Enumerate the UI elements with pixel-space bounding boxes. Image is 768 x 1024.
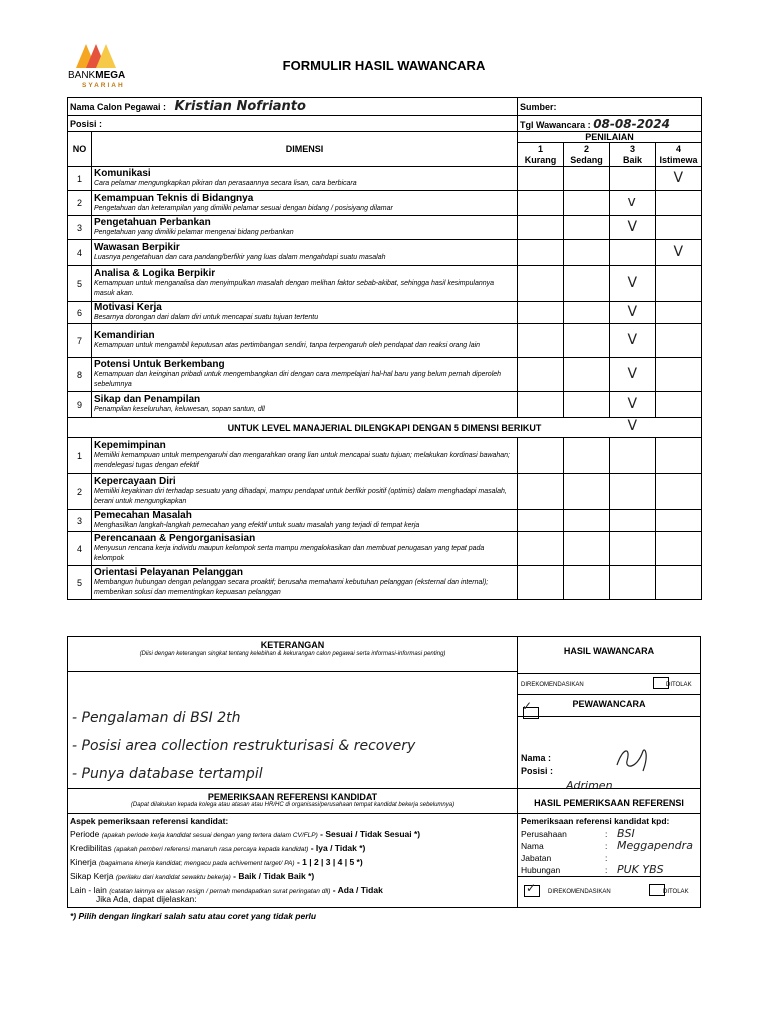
- score-cell-4[interactable]: [656, 302, 702, 324]
- ref-aspect-row[interactable]: Kinerja (bagaimana kinerja kandidat; mengacu pada achivement target/ PA) - 1 | 2 | 3 | 4 | 5 *): [70, 857, 363, 867]
- rating-mark: V: [627, 365, 638, 382]
- managerial-title-text: Kepercayaan Diri: [94, 476, 176, 487]
- dimension-cell: [92, 324, 518, 358]
- dimension-title: Kemampuan Teknis di Bidangnya: [94, 192, 254, 204]
- ref-field-row[interactable]: Hubungan : PUK YBS: [521, 863, 664, 876]
- assessment-table: [67, 97, 702, 600]
- dimension-no: 6: [68, 302, 92, 324]
- dimension-title: Pengetahuan Perbankan: [94, 217, 211, 228]
- dimension-no: 3: [68, 216, 92, 240]
- dimension-title: Komunikasi: [94, 168, 151, 179]
- dimension-title: Wawasan Berpikir: [94, 242, 180, 253]
- managerial-no: 5: [68, 566, 92, 600]
- col-penilaian: PENILAIAN: [518, 132, 702, 143]
- logo-sub: SYARIAH: [82, 82, 125, 89]
- rating-mark: V: [627, 395, 638, 412]
- score-cell-2[interactable]: [564, 392, 610, 418]
- score-cell-2[interactable]: [564, 324, 610, 358]
- dimension-title: Kemandirian: [94, 330, 155, 341]
- managerial-desc: Menghasilkan langkah-langkah pemecahan yang efektif untuk suatu masalah yang terjadi di tempat kerja: [94, 522, 420, 529]
- managerial-title-text: Pemecahan Masalah: [94, 510, 192, 521]
- managerial-no: 1: [68, 438, 92, 474]
- hasil-referensi-box: HASIL PEMERIKSAAN REFERENSI Pemeriksaan referensi kandidat kpd: Perusahaan : BSI Nama : Meggapendra Jabatan : Hubungan : PUK YBS ✓ DIREKOMENDASIKAN DITOLAK: [517, 788, 701, 908]
- rating-mark: V: [627, 274, 638, 291]
- dimension-row: [68, 167, 702, 191]
- managerial-row: [68, 510, 702, 532]
- col-score-3: 3 Baik: [610, 143, 656, 167]
- score-cell-3[interactable]: [610, 510, 656, 532]
- score-cell-2[interactable]: [564, 266, 610, 302]
- managerial-no: 2: [68, 474, 92, 510]
- logo-text: BANKMEGA: [68, 70, 126, 81]
- score-cell-1[interactable]: [518, 532, 564, 566]
- ref-field-row[interactable]: Perusahaan : BSI: [521, 827, 635, 840]
- score-cell-4[interactable]: [656, 566, 702, 600]
- managerial-no: 3: [68, 510, 92, 532]
- score-cell-2[interactable]: [564, 438, 610, 474]
- dimension-row: [68, 191, 702, 216]
- rating-mark: V: [627, 303, 638, 320]
- score-cell-1[interactable]: [518, 510, 564, 532]
- dimension-desc: Kemampuan untuk mengambil keputusan atas pertimbangan sendiri, tanpa terpengaruh oleh pendapat dan reaksi orang lain: [94, 342, 481, 349]
- score-cell-4[interactable]: [656, 392, 702, 418]
- managerial-row: [68, 438, 702, 474]
- note-2: - Posisi area collection restrukturisasi & recovery: [72, 738, 416, 754]
- referensi-box: PEMERIKSAAN REFERENSI KANDIDAT (Dapat dilakukan kepada kolega atau atasan atau HR/HC di organisasi/perusahaan tempat kandidat bekerja sebelumnya) Aspek pemeriksaan referensi kandidat: Periode (apakah periode kerja kandidat sesuai dengan yang tertera dalam CV/FLP) - Sesuai / Tidak Sesuai *) Kredibilitas (apakah pemberi referensi manaruh rasa percaya kepada kandidat) - Iya / Tidak *) Kinerja (bagaimana kinerja kandidat; mengacu pada achivement target/ PA) - 1 | 2 | 3 | 4 | 5 *) Sikap Kerja (perilaku dari kandidat sewaktu bekerja) - Baik / Tidak Baik *) Lain - lain (catatan lainnya ex alasan resign / pernah mendapatkan surat peringatan dll) - Ada / Tidak Jika Ada, dapat dijelaskan:: [67, 788, 518, 908]
- dimension-no: 7: [68, 324, 92, 358]
- managerial-desc: Menyusun rencana kerja individu maupun kelompok serta mampu mengalokasikan dan membuat penugasan yang tepat pada kelompok: [94, 545, 485, 562]
- dimension-no: 1: [68, 167, 92, 191]
- managerial-title-text: Perencanaan & Pengorganisasian: [94, 533, 256, 544]
- dimension-desc: Besarnya dorongan dari dalam diri untuk mencapai suatu tujuan tertentu: [94, 314, 319, 321]
- score-cell-1[interactable]: [518, 392, 564, 418]
- signer-name: Adrimen: [566, 779, 613, 792]
- dimension-desc: Penampilan keseluruhan, keluwesan, sopan santun, dll: [94, 406, 265, 413]
- score-cell-4[interactable]: [656, 474, 702, 510]
- col-score-2: 2 Sedang: [564, 143, 610, 167]
- dimension-no: 9: [68, 392, 92, 418]
- hasil-wawancara-box: HASIL WAWANCARA DIREKOMENDASIKAN DITOLAK ✓ PEWAWANCARA Nama : Posisi : Adrimen: [517, 636, 701, 789]
- keterangan-header: KETERANGAN (Diisi dengan keterangan singkat tentang kelebihan & kekurangan calon pegawai serta informasi-informasi penting): [67, 636, 518, 672]
- ref-field-row[interactable]: Jabatan :: [521, 853, 608, 863]
- managerial-row: [68, 566, 702, 600]
- ref-aspect-row[interactable]: Periode (apakah periode kerja kandidat sesuai dengan yang tertera dalam CV/FLP) - Sesuai / Tidak Sesuai *): [70, 829, 421, 839]
- score-cell-1[interactable]: [518, 266, 564, 302]
- tgl-value: 08-08-2024: [593, 116, 670, 131]
- dimension-cell: [92, 240, 518, 266]
- dimension-cell: [92, 191, 518, 216]
- score-cell-3[interactable]: [610, 566, 656, 600]
- score-cell-2[interactable]: [564, 566, 610, 600]
- nama-value: Kristian Nofrianto: [174, 99, 306, 114]
- managerial-cell: [92, 474, 518, 510]
- managerial-desc: Membangun hubungan dengan pelanggan secara proaktif; berusaha memahami kebutuhan pelanggan (eksternal dan internal); memberikan solusi dan mementingkan kepuasan pelanggan: [94, 579, 489, 596]
- managerial-desc: Memiliki keyakinan diri terhadap sesuatu yang dihadapi, mampu pendapat untuk berfikir positif (optimis) dalam menghadapi masalah, berani untuk mengungkapkan: [94, 488, 507, 505]
- sumber-cell[interactable]: Sumber:: [518, 98, 702, 116]
- dimension-no: 5: [68, 266, 92, 302]
- ref-field-row[interactable]: Nama : Meggapendra: [521, 839, 693, 852]
- managerial-row: [68, 532, 702, 566]
- dimension-row: [68, 358, 702, 392]
- dimension-no: 4: [68, 240, 92, 266]
- col-score-4: 4 Istimewa: [656, 143, 702, 167]
- rating-mark: V: [627, 218, 638, 235]
- score-cell-4[interactable]: [656, 216, 702, 240]
- score-cell-2[interactable]: [564, 510, 610, 532]
- managerial-title-text: Kepemimpinan: [94, 440, 166, 451]
- score-cell-1[interactable]: [518, 302, 564, 324]
- score-cell-1[interactable]: [518, 474, 564, 510]
- managerial-row: [68, 474, 702, 510]
- ref-aspect-row[interactable]: Kredibilitas (apakah pemberi referensi manaruh rasa percaya kepada kandidat) - Iya / Tidak *): [70, 843, 366, 853]
- rating-mark: V: [673, 169, 684, 186]
- score-cell-3[interactable]: [610, 532, 656, 566]
- form-title: FORMULIR HASIL WAWANCARA: [282, 58, 486, 73]
- score-cell-4[interactable]: [656, 324, 702, 358]
- dimension-desc: Kemampuan untuk menganalisa dan menyimpulkan masalah dengan melihan faktor sebab-akibat, sehingga hasil kesimpulannya masuk akan.: [94, 280, 495, 297]
- ref-aspect-row[interactable]: Lain - lain (catatan lainnya ex alasan resign / pernah mendapatkan surat peringatan dll) - Ada / Tidak: [70, 885, 383, 895]
- managerial-desc: Memiliki kemampuan untuk mempengaruhi dan mengarahkan orang lian untuk mencapai suatu tujuan; melakukan kordinasi bawahan; mendelegasi tugas dengan efektif: [94, 452, 510, 469]
- dimension-row: [68, 240, 702, 266]
- score-cell-3[interactable]: [610, 240, 656, 266]
- managerial-mark: V: [627, 417, 638, 434]
- managerial-cell: [92, 566, 518, 600]
- tgl-cell[interactable]: Tgl Wawancara : 08-08-2024: [518, 116, 702, 132]
- dimension-title: Sikap dan Penampilan: [94, 394, 201, 405]
- dimension-row: [68, 266, 702, 302]
- col-no: NO: [68, 132, 92, 167]
- dimension-no: 8: [68, 358, 92, 392]
- dimension-title: Motivasi Kerja: [94, 302, 162, 313]
- dimension-title: Analisa & Logika Berpikir: [94, 268, 216, 279]
- score-cell-1[interactable]: [518, 358, 564, 392]
- score-cell-4[interactable]: [656, 532, 702, 566]
- dimension-desc: Kemampuan dan keinginan pribadi untuk mengembangkan diri dengan cara mempelajari hal-hal baru yang belum pernah diperoleh sebelumnya: [94, 371, 502, 388]
- score-cell-4[interactable]: [656, 191, 702, 216]
- score-cell-2[interactable]: [564, 358, 610, 392]
- dimension-cell: [92, 167, 518, 191]
- score-cell-1[interactable]: [518, 324, 564, 358]
- note-3: - Punya database tertampil: [72, 766, 263, 782]
- rating-mark: V: [673, 243, 684, 260]
- dimension-title: Potensi Untuk Berkembang: [94, 359, 225, 370]
- score-cell-2[interactable]: [564, 532, 610, 566]
- score-cell-4[interactable]: [656, 266, 702, 302]
- keterangan-notes[interactable]: [67, 671, 518, 789]
- rating-mark: v: [627, 194, 636, 210]
- managerial-title: UNTUK LEVEL MANAJERIAL DILENGKAPI DENGAN 5 DIMENSI BERIKUT: [68, 418, 702, 438]
- dimension-desc: Cara pelamar mengungkapkan pikiran dan perasaannya secara lisan, cara berbicara: [94, 180, 357, 187]
- dimension-cell: [92, 216, 518, 240]
- check-icon: ✓: [522, 699, 533, 713]
- score-cell-4[interactable]: [656, 438, 702, 474]
- dimension-row: [68, 324, 702, 358]
- dimension-cell: [92, 392, 518, 418]
- managerial-title-text: Orientasi Pelayanan Pelanggan: [94, 567, 243, 578]
- score-cell-1[interactable]: [518, 167, 564, 191]
- managerial-cell: [92, 532, 518, 566]
- score-cell-2[interactable]: [564, 302, 610, 324]
- score-cell-1[interactable]: [518, 191, 564, 216]
- score-cell-1[interactable]: [518, 566, 564, 600]
- footnote: *) Pilih dengan lingkari salah satu atau coret yang tidak perlu: [70, 911, 317, 921]
- dimension-desc: Pengetahuan yang dimiliki pelamar mengenai bidang perbankan: [94, 229, 294, 236]
- score-cell-2[interactable]: [564, 167, 610, 191]
- score-cell-2[interactable]: [564, 240, 610, 266]
- col-score-1: 1 Kurang: [518, 143, 564, 167]
- ref-check-icon: ✓: [526, 881, 537, 895]
- ref-aspect-row[interactable]: Sikap Kerja (perilaku dari kandidat sewaktu bekerja) - Baik / Tidak Baik *): [70, 871, 315, 881]
- dimension-desc: Luasnya pengetahuan dan cara pandang/berfikir yang luas dalam mengahdapi suatu masalah: [94, 254, 386, 261]
- dimension-desc: Pengetahuan dan keterampilan yang dimiliki pelamar sesuai dengan bidang / posisiyang dilamar: [94, 204, 393, 212]
- score-cell-4[interactable]: [656, 358, 702, 392]
- score-cell-2[interactable]: [564, 216, 610, 240]
- dimension-no: 2: [68, 191, 92, 216]
- rating-mark: V: [627, 331, 638, 348]
- managerial-cell: [92, 438, 518, 474]
- score-cell-1[interactable]: [518, 240, 564, 266]
- score-cell-1[interactable]: [518, 216, 564, 240]
- score-cell-2[interactable]: [564, 474, 610, 510]
- score-cell-2[interactable]: [564, 191, 610, 216]
- signature-mark: [613, 745, 653, 775]
- dimension-row: [68, 392, 702, 418]
- note-1: - Pengalaman di BSI 2th: [72, 710, 241, 726]
- score-cell-4[interactable]: [656, 510, 702, 532]
- dimension-cell: [92, 358, 518, 392]
- posisi-cell[interactable]: Posisi :: [68, 116, 518, 132]
- dimension-row: [68, 216, 702, 240]
- dimension-cell: [92, 302, 518, 324]
- col-dimensi: DIMENSI: [92, 132, 518, 167]
- nama-cell[interactable]: Nama Calon Pegawai : Kristian Nofrianto: [68, 98, 518, 116]
- score-cell-3[interactable]: [610, 474, 656, 510]
- dimension-cell: [92, 266, 518, 302]
- score-cell-1[interactable]: [518, 438, 564, 474]
- dimension-row: [68, 302, 702, 324]
- managerial-cell: [92, 510, 518, 532]
- score-cell-3[interactable]: [610, 438, 656, 474]
- managerial-no: 4: [68, 532, 92, 566]
- score-cell-3[interactable]: [610, 167, 656, 191]
